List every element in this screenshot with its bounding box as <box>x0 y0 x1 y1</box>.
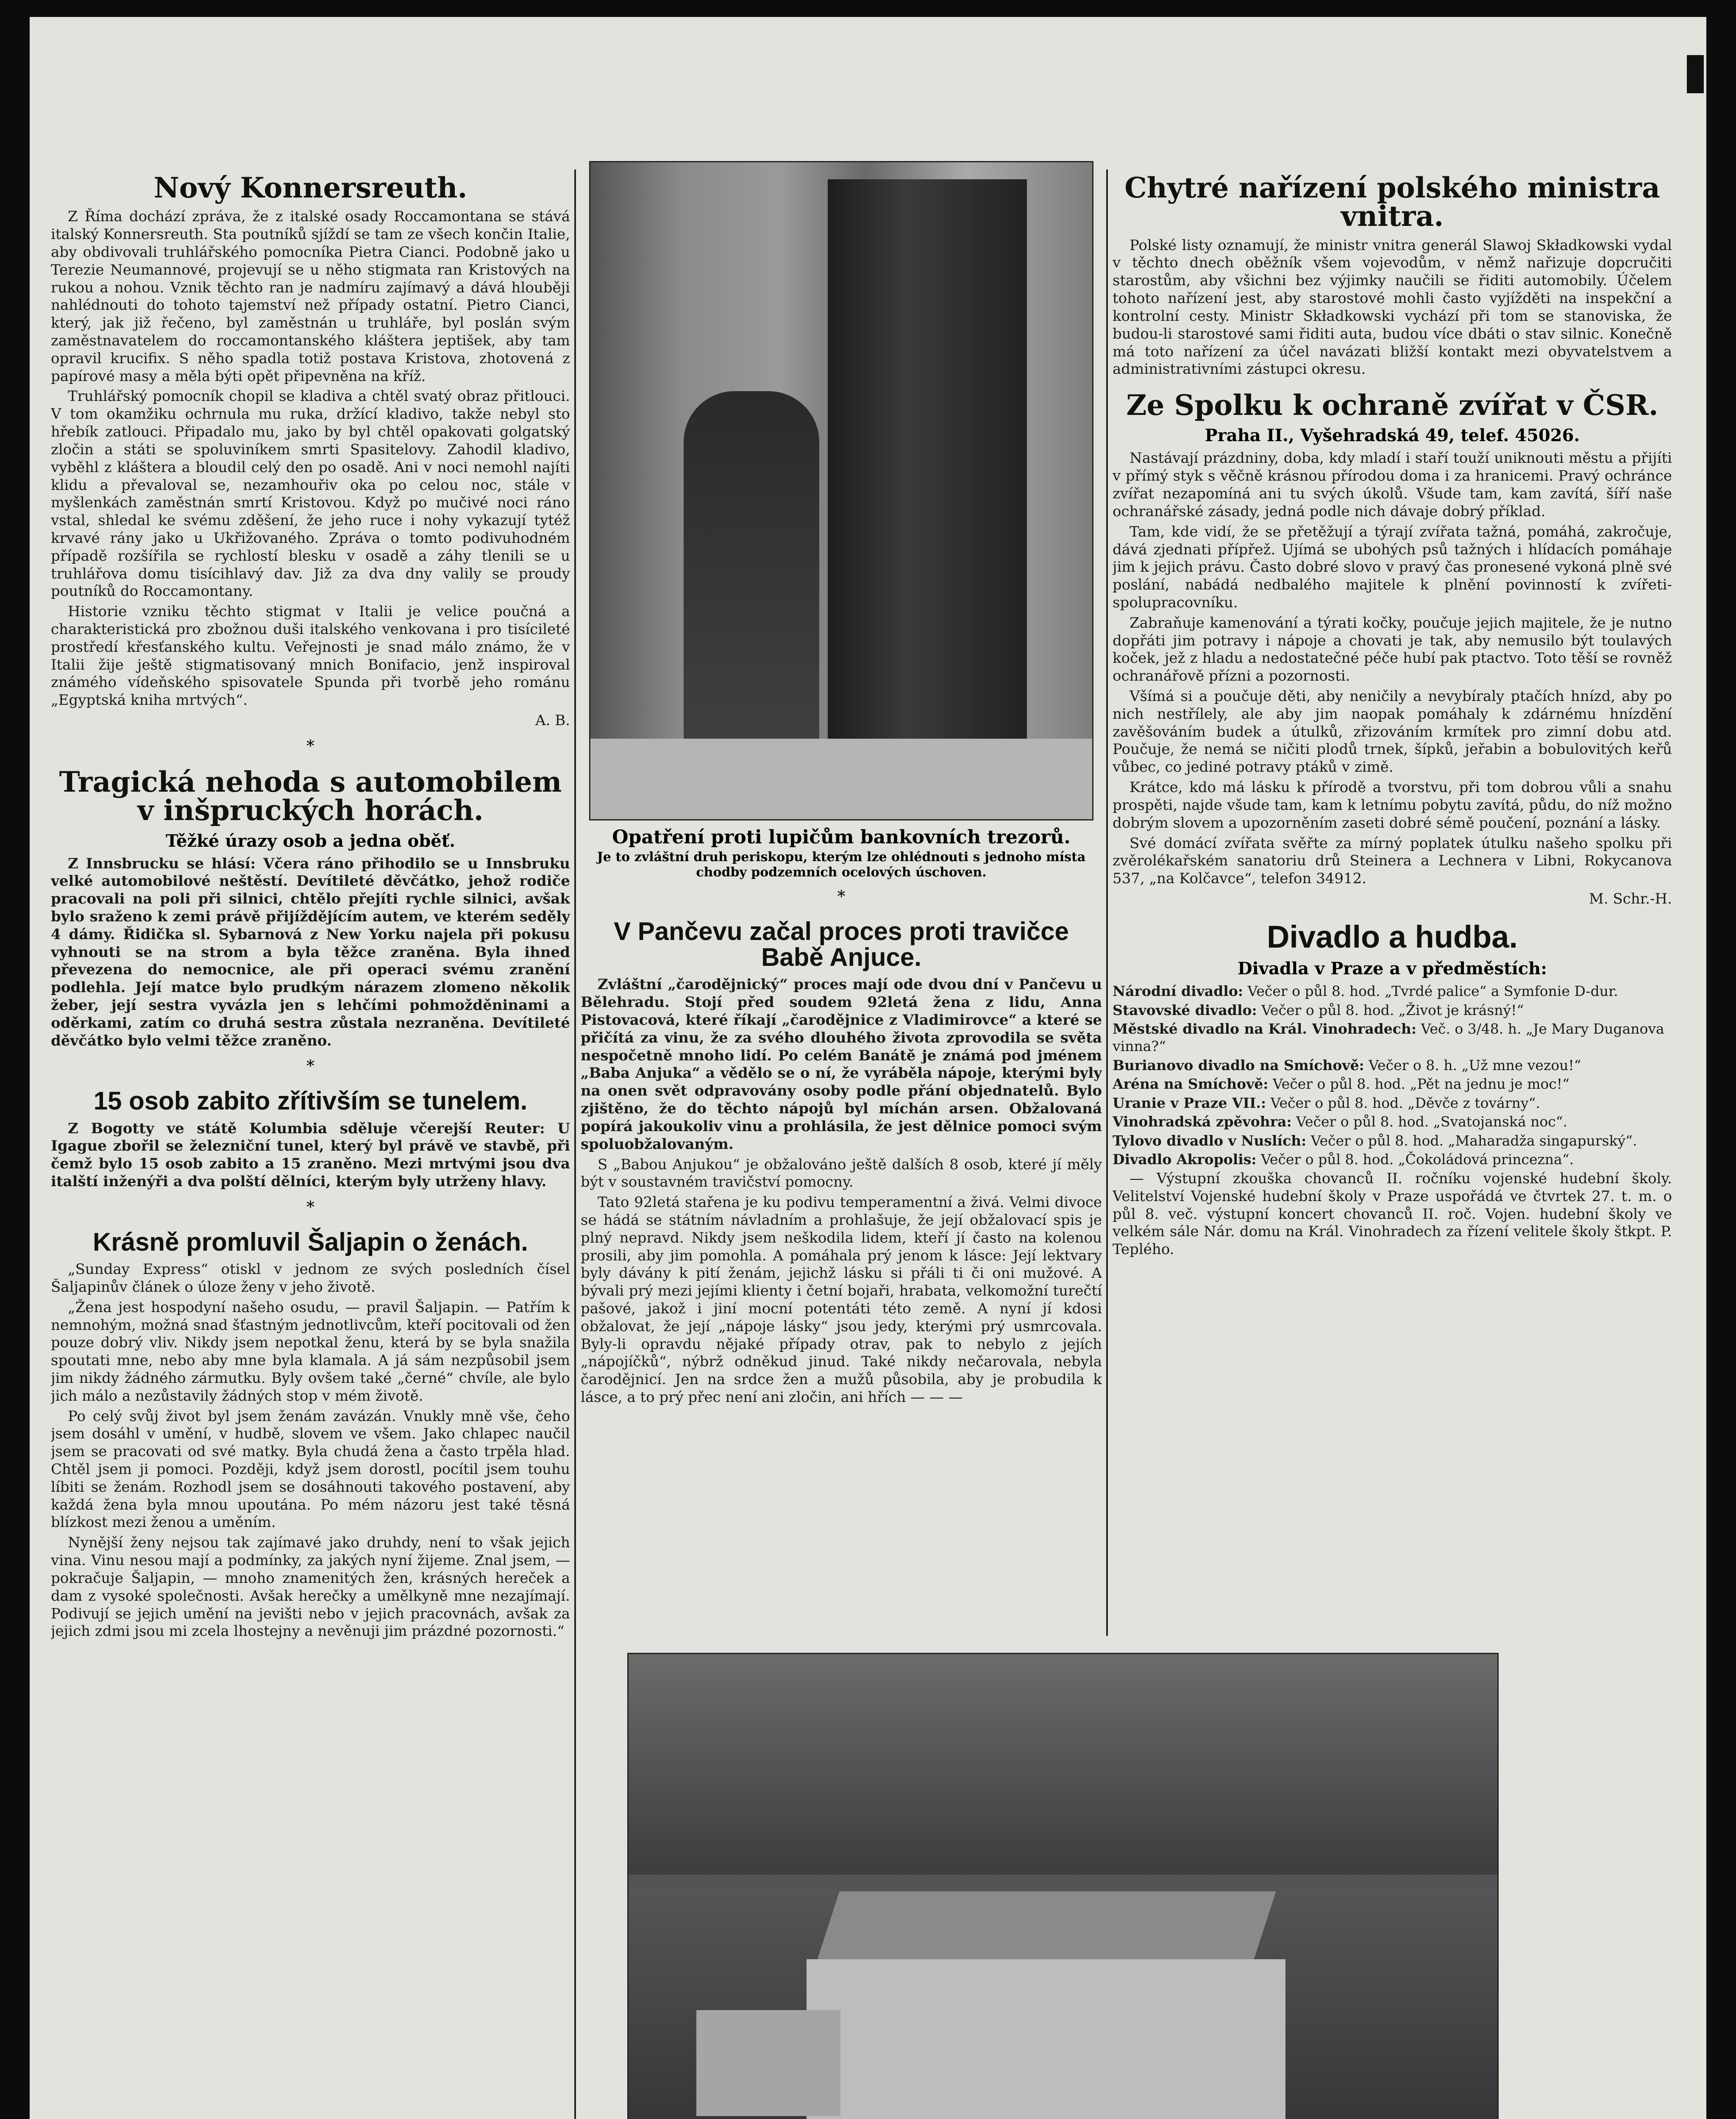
photo-caption: Opatření proti lupičům bankovních trezorů. <box>612 826 1071 848</box>
article-title-konnersreuth: Nový Konnersreuth. <box>153 171 467 204</box>
column-rule-right <box>1106 170 1108 1636</box>
photo-roof <box>816 1891 1276 1963</box>
paragraph: S „Babou Anjukou“ je obžalováno ještě dalších 8 osob, které jí měly být v soustavném travičství pomocny. <box>581 1156 1102 1191</box>
column-left <box>51 161 570 2119</box>
paragraph: Truhlářský pomocník chopil se kladiva a chtěl svatý obraz přitlouci. V tom okamžiku ochrnula mu ruka, držící kladivo, takže nebyl sto hřebík zatlouci. Připadalo mu, jako by byl chtěl opakovati golgatský zločin a státi se spoluviníkem smrti Spasitelovy. Zahodil kladivo, vyběhl z kláštera a bloudil celý den po osadě. Ani v noci nemohl najíti klidu a převaloval se, nezamhouřiv oka po celou noc, stále v myšlenkách zaměstnán smrtí Kristovou. Když po mučivé noci ráno vstal, shledal ke svému zděšení, že jeho ruce i nohy vykazují tytéž krvavé rány jako u Ukřižovaného. Zpráva o tomto podivuhodném případě rozšířila se rychlostí blesku v osadě a záhy tlenili se u truhlářova domu tisícihlavý dav. Již za dva dny valily se proudy poutníků do Roccamontany. <box>51 388 570 600</box>
theatre-item: Vinohradská zpěvohra: Večer o půl 8. hod. „Svatojanská noc“. <box>1113 1113 1568 1130</box>
paragraph: Z Říma dochází zpráva, že z italské osady Roccamontana se stává italský Konnersreuth. Sta poutníků sjíždí se tam ze všech končin Italie, aby obdivovali truhlářského pomocníka Pietra Cianci. Podobně jako u Terezie Neumannové, projevují se u něho stigmata ran Kristových na rukou a nohou. Vznik těchto ran je nadmíru zajímavý a dává hlouběji nahlédnouti do tohoto tajemství než případy ostatní. Pietro Cianci, který, jak již řečeno, byl zaměstnán u truhláře, byl poslán svým zaměstnavatelem do roccamontanského kláštera jeptišek, aby tam opravil krucifix. S něho spadla totiž postava Kristova, zhotovená z papírové masy a měla býti opět připevněna na kříž. <box>51 208 570 385</box>
photo-hill <box>629 1654 1497 1874</box>
article-title-car-accident: Tragická nehoda s automobilem v inšpruckých horách. <box>59 765 562 827</box>
theatre-item: Aréna na Smíchově: Večer o půl 8. hod. „Pět na jednu je moc!“ <box>1113 1076 1569 1093</box>
article-title-saljapin: Krásně promluvil Šaljapin o ženách. <box>93 1227 528 1256</box>
theatre-item: Divadlo Akropolis: Večer o půl 8. hod. „Čokoládová princezna“. <box>1113 1151 1574 1168</box>
paragraph: Z Innsbrucku se hlásí: Včera ráno přihodilo se u Innsbruku velké automobilové neštěstí. Devítileté děvčátko, jehož rodiče pracovali na poli při silnici, chtělo přejíti rychle silnici, avšak bylo sraženo k zemi právě přijíždějícím autem, ve kterém seděly 4 dámy. Řidička sl. Sybarnová z New Yorku najela při pokusu vyhnouti se na strom a byla těžce zraněna. Byla ihned převezena do nemocnice, ale při operaci svému zranění podlehla. Její matce bylo prudkým nárazem zlomeno několik žeber, její sestra vyvázla jen s lehčími pohmožděninami a oděrkami, zatím co druhá sestra zůstala nezraněna. Devítileté děvčátko bylo velmi těžce zraněno. <box>51 855 570 1049</box>
paragraph: „Žena jest hospodyní našeho osudu, — pravil Šaljapin. — Patřím k nemnohým, možná snad šťastným jednotlivcům, kteří pocitovali od žen pouze dobrý vliv. Nikdy jsem nepotkal ženu, která by se byla snažila spoutati mne, nebo aby mne byla klamala. A já sám nezpůsobil jsem jim nikdy žádného zármutku. Byly ovšem také „černé“ chvíle, ale bylo jich málo a nezůstavily žádných stop v mém životě. <box>51 1299 570 1404</box>
paragraph: Zvláštní „čarodějnický“ proces mají ode dvou dní v Pančevu u Bělehradu. Stojí před soudem 92letá žena z lidu, Anna Pistovacová, které říkají „čarodějnice z Vladimirovce“ a které se přičítá za vinu, že za svého dlouhého života zprovodila se světa nespočetně mnoho lidí. Po celém Banátě je známá pod jménem „Baba Anjuka“ a vědělo se o ní, že vyráběla nápoje, kterými byly na onen svět odpravovány osoby podle přání objednatelů. Bylo zjištěno, že do těchto nápojů byl míchán arsen. Obžalovaná popírá jakoukoliv vinu a prohlásila, že jest dělnice pomoci svým spoluobžalovaným. <box>581 976 1102 1153</box>
theatre-item: Stavovské divadlo: Večer o půl 8. hod. „Život je krásný!“ <box>1113 1001 1524 1018</box>
photo-vault-door <box>828 179 1027 777</box>
article-subtitle: Praha II., Vyšehradská 49, telef. 45026. <box>1205 425 1580 446</box>
article-title-polish-minister: Chytré nařízení polského ministra vnitra. <box>1124 171 1660 233</box>
paragraph: Z Bogotty ve státě Kolumbia sděluje včerejší Reuter: U Igague zbořil se železniční tunel, který byl právě ve stavbě, při čemž bylo 15 osob zabito a 15 zraněno. Mezi mrtvými jsou dva italští inženýři a dva polští dělníci, kterým byly utrženy hlavy. <box>51 1120 570 1190</box>
paragraph: Zabraňuje kamenování a týrati kočky, poučuje jejich majitele, že je nutno dopřáti jim potravy i nápoje a chovati je tak, aby nemusilo být toulavých koček, jež z hladu a nedostatečné péče hubí pak ptactvo. Toto těší se rovněž ochranářově přízni a pozornosti. <box>1113 614 1672 685</box>
separator-asterisk: * <box>306 736 314 755</box>
separator-asterisk: * <box>306 1057 314 1076</box>
article-title-animal-protection: Ze Spolku k ochraně zvířat v ČSR. <box>1126 389 1658 422</box>
section-subtitle: Divadla v Praze a v předměstích: <box>1237 959 1547 979</box>
scan-edge-mark <box>1687 55 1704 93</box>
author-signature: A. B. <box>535 712 570 729</box>
photo-floor <box>590 739 1092 819</box>
separator-asterisk: * <box>837 887 846 906</box>
article-title-pancevo: V Pančevu začal proces proti travičce Babě Anjuce. <box>614 917 1069 972</box>
theatre-item: Burianovo divadlo na Smíchově: Večer o 8. h. „Už mne vezou!“ <box>1113 1057 1581 1073</box>
photo-caption-detail: Je to zvláštní druh periskopu, kterým lze ohlédnouti s jednoho místa chodby podzemních ocelových úschoven. <box>597 850 1086 880</box>
author-signature: M. Schr.-H. <box>1589 890 1672 907</box>
paragraph: „Sunday Express“ otiskl v jednom ze svých posledních čísel Šaljapinův článek o úloze ženy v jeho životě. <box>51 1261 570 1296</box>
article-title-tunnel: 15 osob zabito zřítivším se tunelem. <box>93 1087 528 1115</box>
paragraph: Tato 92letá stařena je ku podivu temperamentní a živá. Velmi divoce se hádá se státním návladním a prohlašuje, že její obžalovací spis je plný nepravd. Nikdy jsem neškodila lidem, kteří jí často na kolenou prosili, aby jim pomohla. A pomáhala prý jenom k lásce: Její lektvary byly dávány k pití ženám, jejichž lásku si přáli ti či oni mužové. A bývali prý mezi jejími klienty i četní bojaři, hrabata, velkomožní turečtí pašové, jakož i jiní mocní potentáti této země. A nyní jí kdosi obžalovat, že její „nápoje lásky“ jsou jedy, kterými prý usmrcovala. Byly-li opravdu nějaké případy otrav, pak to nebylo z jejích „nápojíčků“, nýbrž odněkud jinud. Také nikdy nečarovala, nebyla čarodějnicí. Jen na srdce žen a mužů působila, aby je probudila k lásce, a to prý přec není ani zločin, ani hřích — — — <box>581 1194 1102 1406</box>
paragraph: Nastávají prázdniny, doba, kdy mladí i staří touží uniknouti městu a přijíti v přímý styk s věčně krásnou přírodou doma i za hranicemi. Pravý ochránce zvířat nezapomíná ani tu svých úkolů. Všude tam, kam zavítá, šíří naše ochranářské zásady, jedná podle nich dávaje dobrý příklad. <box>1113 450 1672 520</box>
photo-sokol-gym <box>627 1653 1499 2119</box>
theatre-item: Tylovo divadlo v Nuslích: Večer o půl 8. hod. „Maharadža singapurský“. <box>1113 1132 1637 1149</box>
theatre-item: Městské divadlo na Král. Vinohradech: Več. o 3/48. h. „Je Mary Duganova vinna?“ <box>1113 1021 1664 1054</box>
photo-building <box>807 1959 1285 2119</box>
separator-asterisk: * <box>306 1197 314 1216</box>
paragraph: Tam, kde vidí, že se přetěžují a týrají zvířata tažná, pomáhá, zakročuje, dává zjednati přípřež. Ujímá se ubohých psů tažných i hlídacích pomáhaje jim k jejich právu. Často dobré slovo v pravý čas pronesené vykoná plně své poslání, nabádá nedbalého majitele k plnění povinností k zvířeti-spolupracovníku. <box>1113 523 1672 611</box>
paragraph: Všímá si a poučuje děti, aby neničily a nevybíraly ptačích hnízd, aby po nich nestřílely, ale aby jim naopak pomáhaly k zdárnému hnízdění zavěšováním budek a útulků, zřizováním krmítek pro zimní dobu atd. Poučuje, že nemá se ničiti plodů trnek, šípků, jeřabin a bobulovitých keřů vůbec, co jediné potravy ptáků v zimě. <box>1113 688 1672 776</box>
paragraph: Polské listy oznamují, že ministr vnitra generál Slawoj Składkowski vydal v těchto dnech oběžník všem vojevodům, v němž nařizuje dopcručiti starostům, aby všichni bez výjimky naučili se řiditi automobily. Účelem tohoto nařízení jest, aby starostové mohli často vyjížděti na inspekční a kontrolní cesty. Ministr Składkowski vychází při tom se stanoviska, že budou-li starostové sami řiditi auta, budou více dbáti o stav silnic. Konečně má toto nařízení za účel navázati bližší kontakt mezi obyvatelstvem a administrativními zástupci okresu. <box>1113 236 1672 378</box>
paragraph: Historie vzniku těchto stigmat v Italii je velice poučná a charakteristická pro zbožnou duši italského venkovana i pro tisícileté prostředí křesťanského kultu. Veřejnosti je snad málo známo, že v Italii žije ještě stigmatisovaný mnich Bonifacio, jenž inspiroval známého vídeňského spisovatele Spunda při tvorbě jeho románu „Egyptská kniha mrtvých“. <box>51 603 570 709</box>
theatre-listing <box>1113 983 1672 1168</box>
paragraph: Nynější ženy nejsou tak zajímavé jako druhdy, není to však jejich vina. Vinu nesou mají a podmínky, za jakých nyní žijeme. Znal jsem, — pokračuje Šaljapin, — mnoho znamenitých žen, krásných hereček a dam z vysoké společnosti. Avšak herečky a umělkyně mne nezajímají. Podivují se jejich umění na jevišti nebo v jejich pracovnách, avšak za jejich zdmi jsou mi zcela lhostejny a nevěnuji jim prázdné pozornosti.“ <box>51 1534 570 1640</box>
theatre-item: Národní divadlo: Večer o půl 8. hod. „Tvrdé palice“ a Symfonie D-dur. <box>1113 983 1618 1000</box>
photo-building-wing <box>696 2010 840 2116</box>
column-rule-left <box>574 170 576 2119</box>
photo-bank-vault <box>589 161 1093 820</box>
theatre-item: Uranie v Praze VII.: Večer o půl 8. hod. „Děvče z továrny“. <box>1113 1094 1540 1111</box>
paragraph: — Výstupní zkouška chovanců II. ročníku vojenské hudební školy. Velitelství Vojenské hudební školy v Praze uspořádá ve čtvrtek 27. t. m. o půl 8. več. výstupní koncert chovanců II. roč. Vojen. hudební školy ve velkém sále Nár. domu na Král. Vinohradech za řízení velitele školy štkpt. P. Teplého. <box>1113 1170 1672 1258</box>
paragraph: Po celý svůj život byl jsem ženám zavázán. Vnukly mně vše, čeho jsem dosáhl v umění, v hudbě, slovem ve všem. Jako chlapec naučil jsem se pracovati od své matky. Byla chudá žena a často trpěla hlad. Chtěl jsem ji pomoci. Později, když jsem dorostl, pocítil jsem touhu líbiti se ženám. Rozhodl jsem se dosáhnouti takového postavení, aby každá žena byla mnou upoutána. Po mém názoru jest také těsná blízkost mezi ženou a uměním. <box>51 1407 570 1531</box>
newspaper-page <box>30 17 1706 2119</box>
paragraph: Krátce, kdo má lásku k přírodě a tvorstvu, při tom dobrou vůli a snahu prospěti, najde všude tam, kam k letnímu pobytu zavítá, půdu, do níž možno dobrým slovem a upozorněním zaseti dobré sémě poučení, poznání a lásky. <box>1113 779 1672 831</box>
article-subtitle: Těžké úrazy osob a jedna oběť. <box>165 831 456 851</box>
paragraph: Své domácí zvířata svěřte za mírný poplatek útulku našeho spolku při zvěrolékařském sanatoriu drů Steinera a Lechnera v Libni, Rokycanova 537, „na Kolčavce“, telefon 34912. <box>1113 834 1672 887</box>
section-title-theatre: Divadlo a hudba. <box>1266 919 1518 954</box>
